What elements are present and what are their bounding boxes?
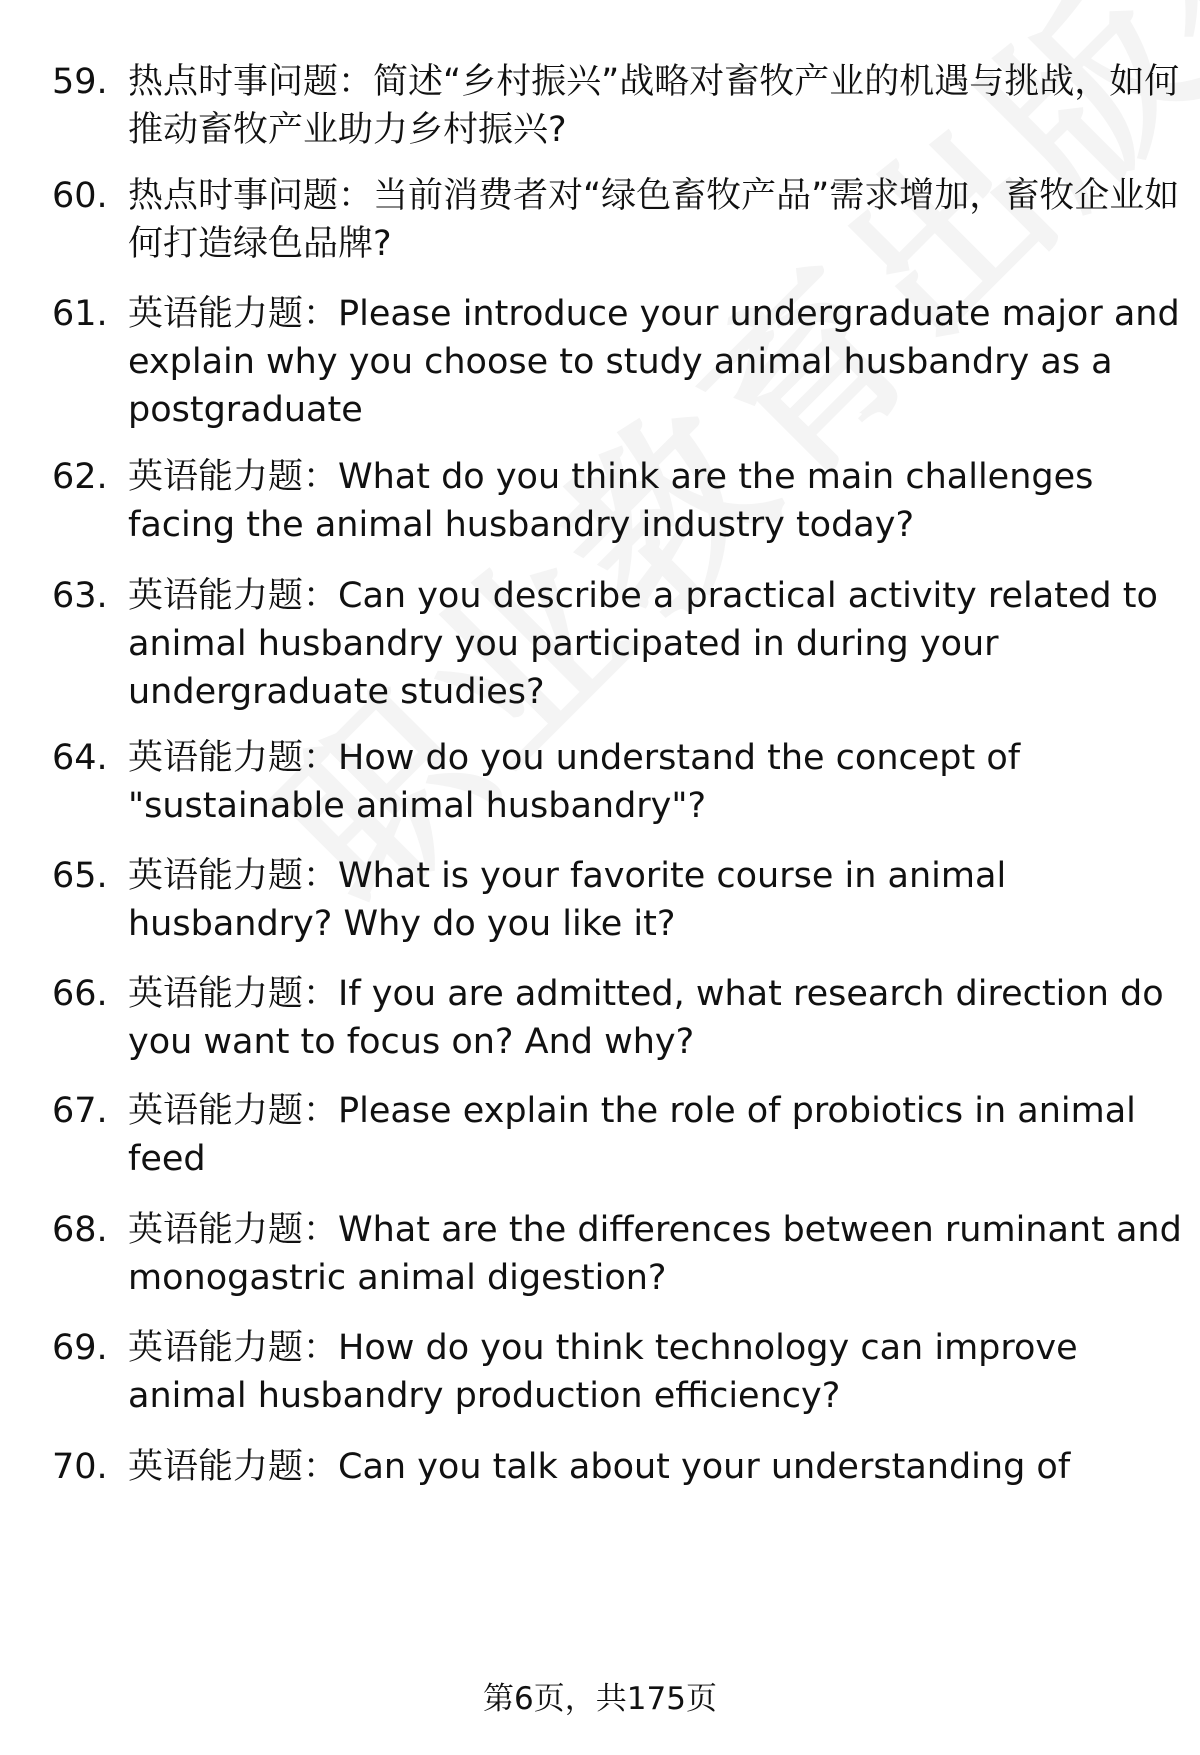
question-number: 70. [52,1447,108,1487]
question-text: 英语能力题：What is your favorite course in animal husbandry? Why do you like it? [128,856,1007,944]
question-number: 61. [52,294,108,334]
question-text: 英语能力题：How do you think technology can improve animal husbandry production efficiency? [128,1328,1078,1416]
question-text: 英语能力题：Can you describe a practical activity related to animal husbandry you participated in during your undergraduate studies? [128,576,1158,712]
question-text: 热点时事问题：当前消费者对“绿色畜牧产品”需求增加，畜牧企业如何打造绿色品牌? [128,176,1180,264]
question-number: 64. [52,738,108,778]
question-text: 英语能力题：Can you talk about your understanding of [128,1447,1071,1487]
question-number: 62. [52,457,108,497]
question-number: 68. [52,1210,108,1250]
question-text: 英语能力题：If you are admitted, what research direction do you want to focus on? And why? [128,974,1164,1062]
question-text: 英语能力题：What are the differences between ruminant and monogastric animal digestion? [128,1210,1182,1298]
question-text: 英语能力题：Please introduce your undergraduate major and explain why you choose to study animal husbandry as a postgraduate [128,294,1180,430]
question-text: 英语能力题：What do you think are the main challenges facing the animal husbandry industry today? [128,457,1094,545]
question-number: 63. [52,576,108,616]
question-number: 59. [52,62,108,102]
question-text: 英语能力题：How do you understand the concept of "sustainable animal husbandry"? [128,738,1021,826]
question-text: 热点时事问题：简述“乡村振兴”战略对畜牧产业的机遇与挑战，如何推动畜牧产业助力乡村振兴? [128,62,1180,150]
page-footer: 第6页，共175页 [483,1681,717,1717]
question-number: 60. [52,176,108,216]
question-number: 69. [52,1328,108,1368]
question-number: 65. [52,856,108,896]
question-number: 67. [52,1091,108,1131]
question-number: 66. [52,974,108,1014]
question-text: 英语能力题：Please explain the role of probiotics in animal feed [128,1091,1136,1179]
